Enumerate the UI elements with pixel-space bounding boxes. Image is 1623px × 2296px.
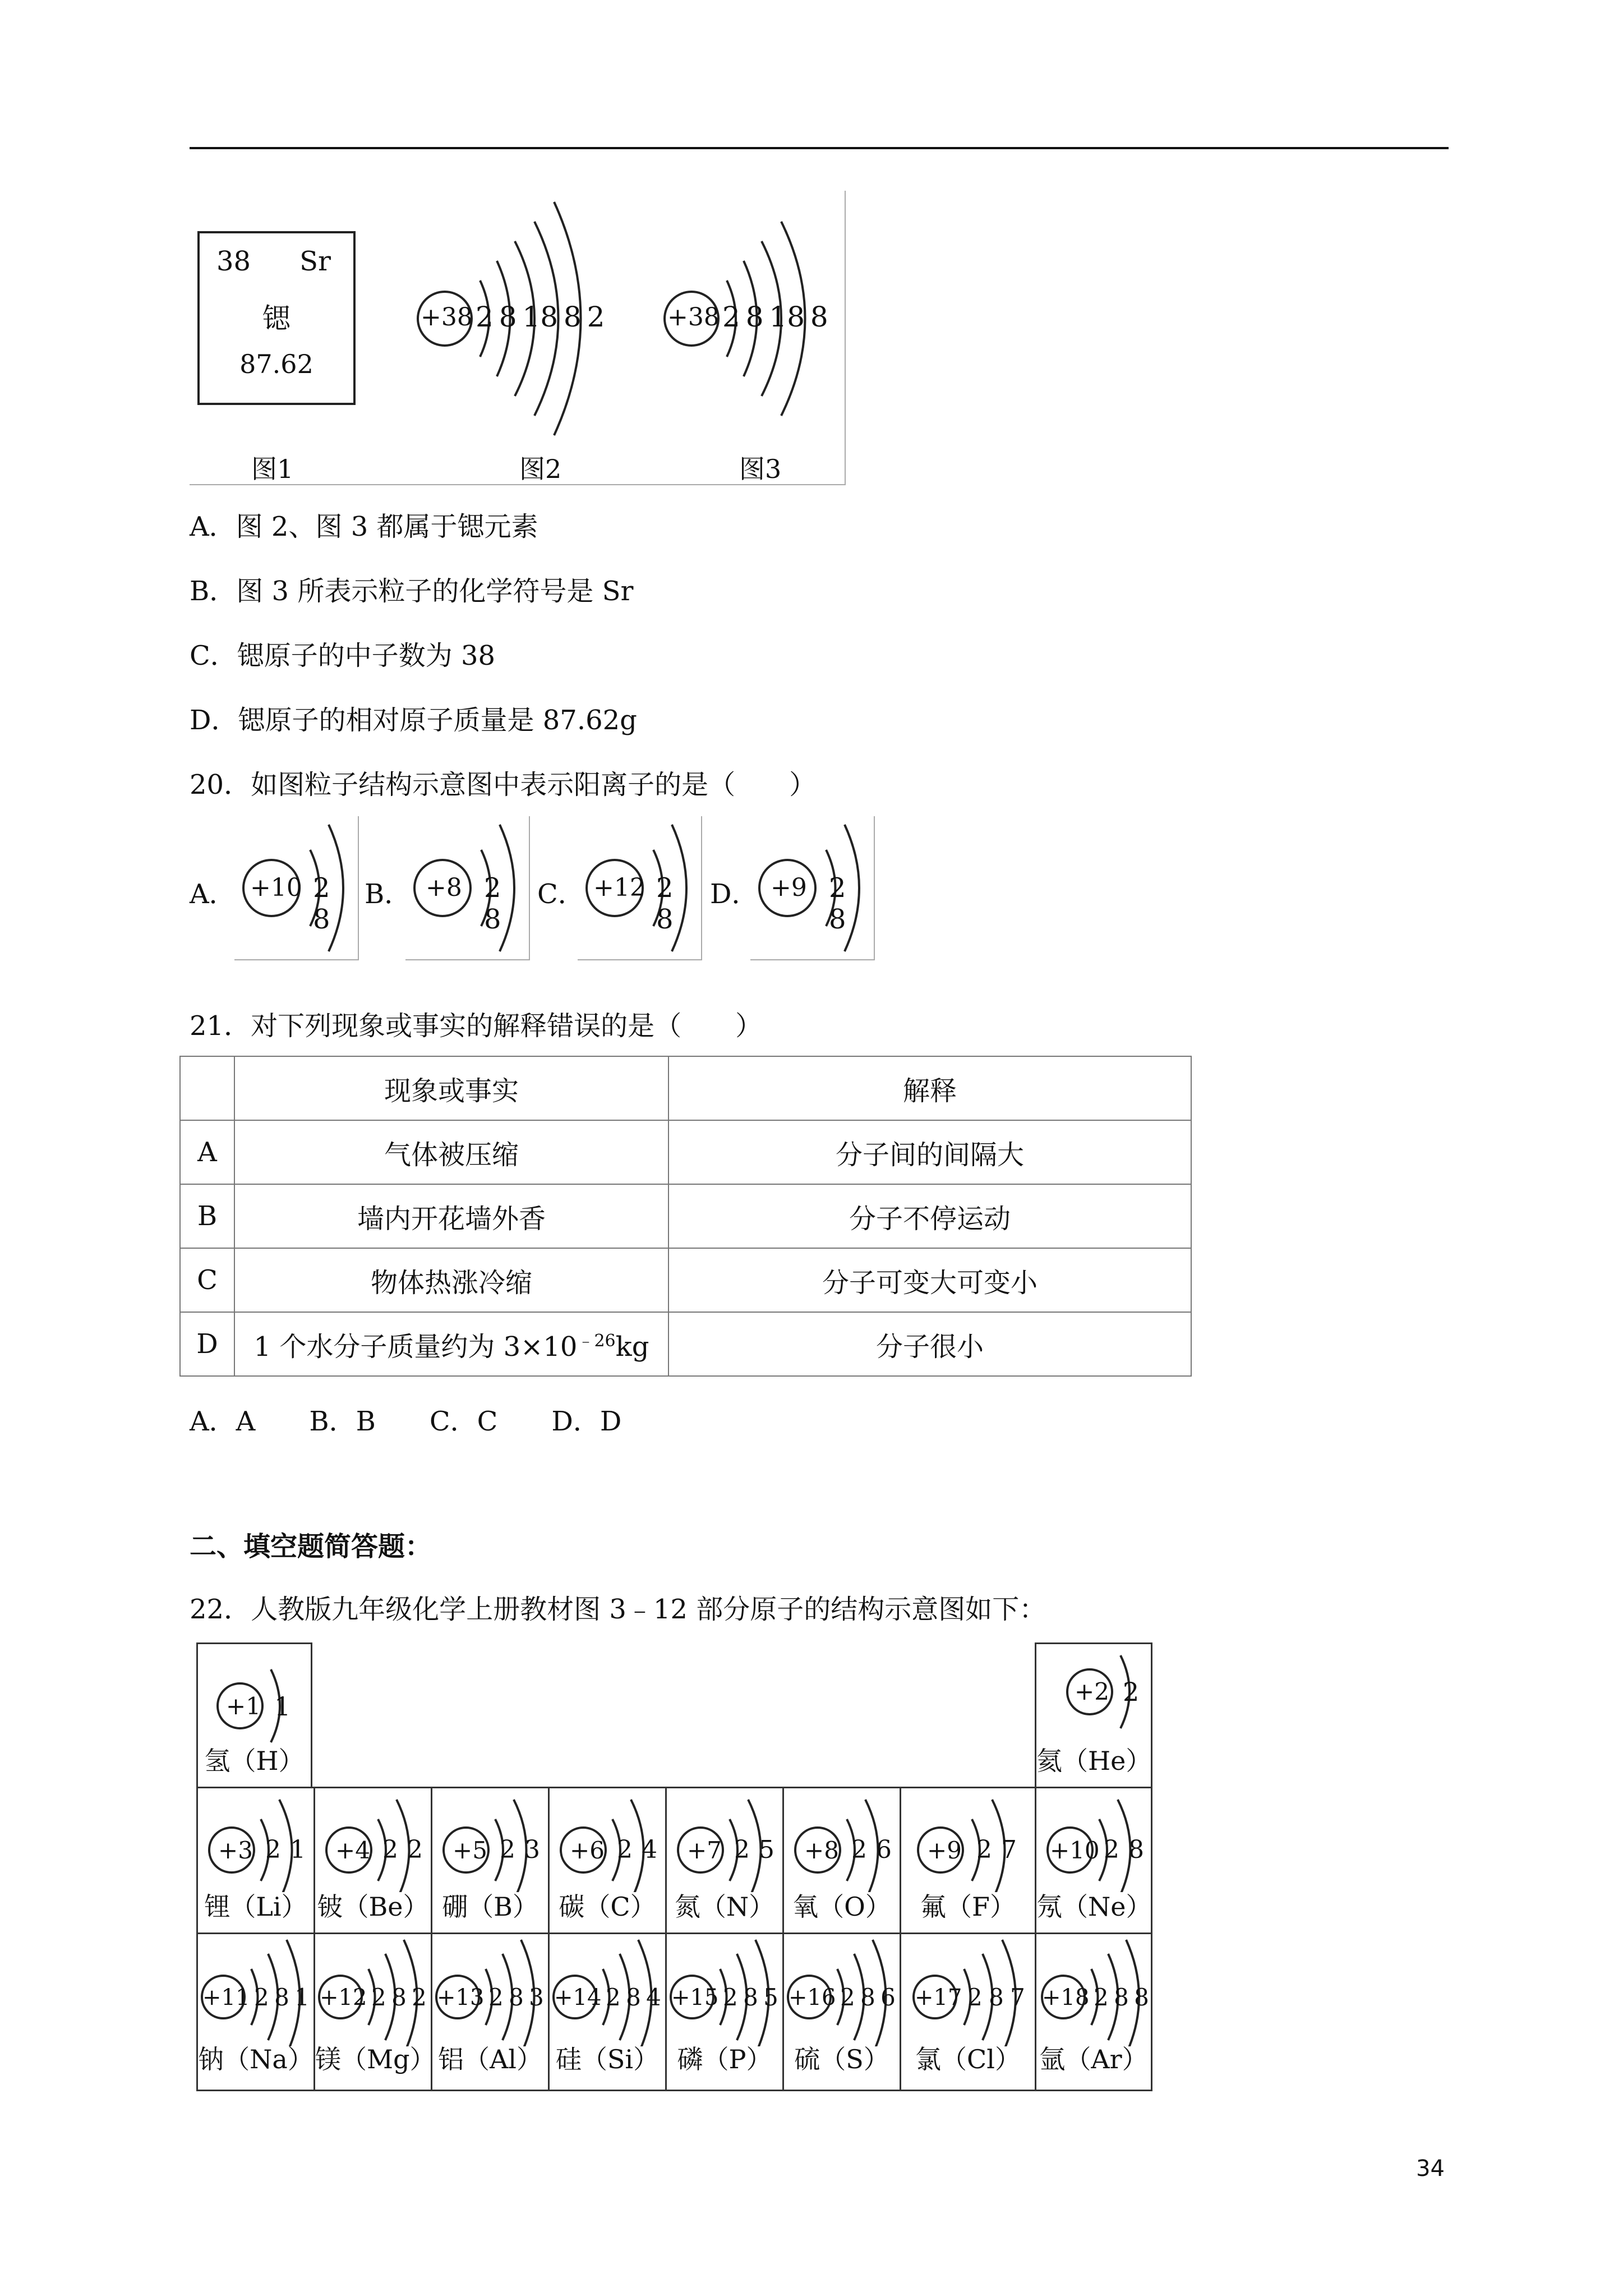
atom-cell-n [665,1787,784,1934]
q21-answers: A．A B．B C．C D．D [190,1406,622,1437]
shell-label: 2 8 [313,872,330,935]
q20-choices [190,816,891,962]
element-name: 氖（Ne） [1036,1892,1152,1922]
table-row [180,1312,1191,1376]
atom-cell-c [548,1787,667,1934]
table-header-row [180,1056,1191,1120]
nucleus-label: +5 [453,1837,487,1864]
shell-label: 1 [274,1691,291,1722]
nucleus-label: +9 [927,1837,962,1864]
element-name: 硫（S） [794,2044,889,2074]
row-explanation: 分子间的间隔大 [668,1120,1191,1184]
nucleus-label: +4 [335,1837,370,1864]
shell-label: 2 8 [829,872,846,935]
unit: kg [615,1331,649,1363]
shell-label: 2 8 3 [488,1984,544,2011]
phenomenon-text: 1 个水分子质量约为 3×10 [253,1331,578,1363]
atom-cell-s [782,1932,901,2091]
shell-label: 2 3 [500,1835,540,1864]
q20-choice-a-diagram [234,816,359,960]
shell-label: 2 8 1 [254,1984,310,2011]
q22-question: 22．人教版九年级化学上册教材图 3﹣12 部分原子的结构示意图如下： [190,1594,1046,1625]
nucleus-label: +18 [1042,1985,1090,2010]
atom-cell-na [196,1932,315,2091]
q19-option-d: D．锶原子的相对原子质量是 87.62g [190,705,637,736]
nucleus-label: +1 [226,1692,261,1720]
element-mass: 87.62 [239,349,313,379]
shell-label: 2 6 [851,1835,892,1864]
table-row [180,1184,1191,1248]
element-box-sr [197,231,356,405]
element-name: 氮（N） [674,1892,775,1922]
element-name: 铝（Al） [438,2044,542,2074]
shell-label: 2 8 6 [840,1984,896,2011]
row-key: C [180,1248,234,1312]
element-name: 氯（Cl） [915,2044,1021,2074]
atom-cell-ar [1035,1932,1152,2091]
shell-label: 2 4 [617,1835,657,1864]
atom-svg [901,1788,1038,1892]
q21-table [179,1056,1192,1377]
shell-label: 2 8 2 [371,1984,427,2011]
table-row [180,1248,1191,1312]
table-row [180,1120,1191,1184]
fig2-shells: 2 8 18 8 2 [476,301,605,333]
table-header-cell: 现象或事实 [234,1056,668,1120]
q20-question: 20．如图粒子结构示意图中表示阳离子的是（ ） [190,769,817,800]
q20-choice-b-diagram [405,816,530,960]
q20-choice-d-diagram [750,816,875,960]
q20-choice-b-label: B． [365,878,412,910]
element-name: 磷（P） [677,2044,772,2074]
section-title: 二、填空题简答题： [190,1531,432,1562]
q19-figure-border-right [845,191,846,485]
q19-figure [190,191,846,485]
fig3-caption: 图3 [739,454,782,484]
atom-cell-he [1035,1642,1152,1788]
nucleus-label: +6 [570,1837,605,1864]
atom-cell-h [196,1642,312,1788]
nucleus-label: +9 [771,873,807,902]
nucleus-label: +10 [1050,1837,1100,1864]
row-phenomenon: 墙内开花墙外香 [234,1184,668,1248]
element-symbol: Sr [299,246,331,277]
atom-cell-cl [900,1932,1036,2091]
nucleus-label: +12 [593,873,645,902]
element-name: 硼（B） [442,1892,538,1922]
header-rule [190,147,1449,149]
element-name: 锶 [262,302,291,335]
atom-cell-o [782,1787,901,1934]
q20-choice-c-label: C． [537,878,585,910]
shell-label: 2 8 4 [606,1984,661,2011]
element-name: 碳（C） [559,1892,656,1922]
fig2-caption: 图2 [519,454,562,484]
nucleus-label: +12 [320,1985,367,2010]
row-phenomenon [234,1312,668,1376]
element-name: 氧（O） [792,1892,891,1922]
nucleus-label: +14 [554,1985,602,2010]
atom-cell-f [900,1787,1036,1934]
shell-label: 2 8 [1104,1835,1144,1864]
atom-cell-p [665,1932,784,2091]
nucleus-label: +16 [789,1985,836,2010]
atom-cell-b [431,1787,550,1934]
nucleus-label: +13 [437,1985,485,2010]
row-key: A [180,1120,234,1184]
nucleus-label: +8 [426,873,462,902]
row-explanation: 分子可变大可变小 [668,1248,1191,1312]
shell-label: 2 1 [265,1835,306,1864]
row-explanation: 分子很小 [668,1312,1191,1376]
element-name: 铍（Be） [317,1892,429,1922]
fig3-shells: 2 8 18 8 [722,301,828,333]
nucleus-label: +7 [687,1837,722,1864]
row-phenomenon: 物体热涨冷缩 [234,1248,668,1312]
shell-label: 2 8 [656,872,674,935]
nucleus-label: +17 [915,1985,962,2010]
nucleus-label: +2 [1075,1678,1109,1705]
shell-label: 2 8 [484,872,501,935]
page-number: 34 [1416,2156,1445,2182]
element-name: 氟（F） [920,1892,1016,1922]
q20-choice-a-label: A． [190,878,236,910]
fig2-nucleus: +38 [421,303,473,332]
element-name: 氩（Ar） [1039,2044,1148,2074]
shell-label: 2 [1123,1677,1140,1707]
element-name: 硅（Si） [555,2044,660,2074]
atom-structure-table [196,1642,1152,2091]
q19-option-b: B．图 3 所表示粒子的化学符号是 Sr [190,576,634,607]
element-number: 38 [216,246,251,277]
element-name: 镁（Mg） [315,2044,436,2074]
shell-label: 2 5 [734,1835,774,1864]
atom-cell-be [313,1787,432,1934]
row-explanation: 分子不停运动 [668,1184,1191,1248]
q20-choice-d-label: D． [710,878,759,910]
table-header-cell [180,1056,234,1120]
q19-option-a: A．图 2、图 3 都属于锶元素 [190,511,538,542]
row-key: D [180,1312,234,1376]
element-name: 钠（Na） [198,2044,313,2074]
element-name: 氦（He） [1036,1746,1152,1776]
element-name: 氢（H） [204,1746,305,1776]
atom-cell-mg [313,1932,436,2091]
row-phenomenon: 气体被压缩 [234,1120,668,1184]
nucleus-label: +15 [671,1985,719,2010]
shell-label: 2 8 8 [1094,1984,1149,2011]
atom-cell-si [548,1932,667,2091]
atom-cell-ne [1035,1787,1152,1934]
fig1-caption: 图1 [251,454,294,484]
table-header-cell: 解释 [668,1056,1191,1120]
atom-cell-li [196,1787,315,1934]
exponent: ﹣26 [577,1331,616,1351]
nucleus-label: +3 [218,1837,253,1864]
fig3-nucleus: +38 [667,303,720,332]
nucleus-label: +11 [202,1985,250,2010]
atom-cell-al [431,1932,550,2091]
nucleus-label: +10 [250,873,302,902]
nucleus-label: +8 [804,1837,839,1864]
element-name: 锂（Li） [204,1892,307,1922]
q21-question: 21．对下列现象或事实的解释错误的是（ ） [190,1010,763,1042]
q19-option-c: C．锶原子的中子数为 38 [190,640,496,671]
shell-label: 2 8 7 [967,1984,1025,2011]
shell-label: 2 7 [976,1835,1017,1864]
q20-choice-c-diagram [578,816,702,960]
shell-label: 2 8 5 [723,1984,778,2011]
row-key: B [180,1184,234,1248]
shell-label: 2 2 [382,1835,423,1864]
